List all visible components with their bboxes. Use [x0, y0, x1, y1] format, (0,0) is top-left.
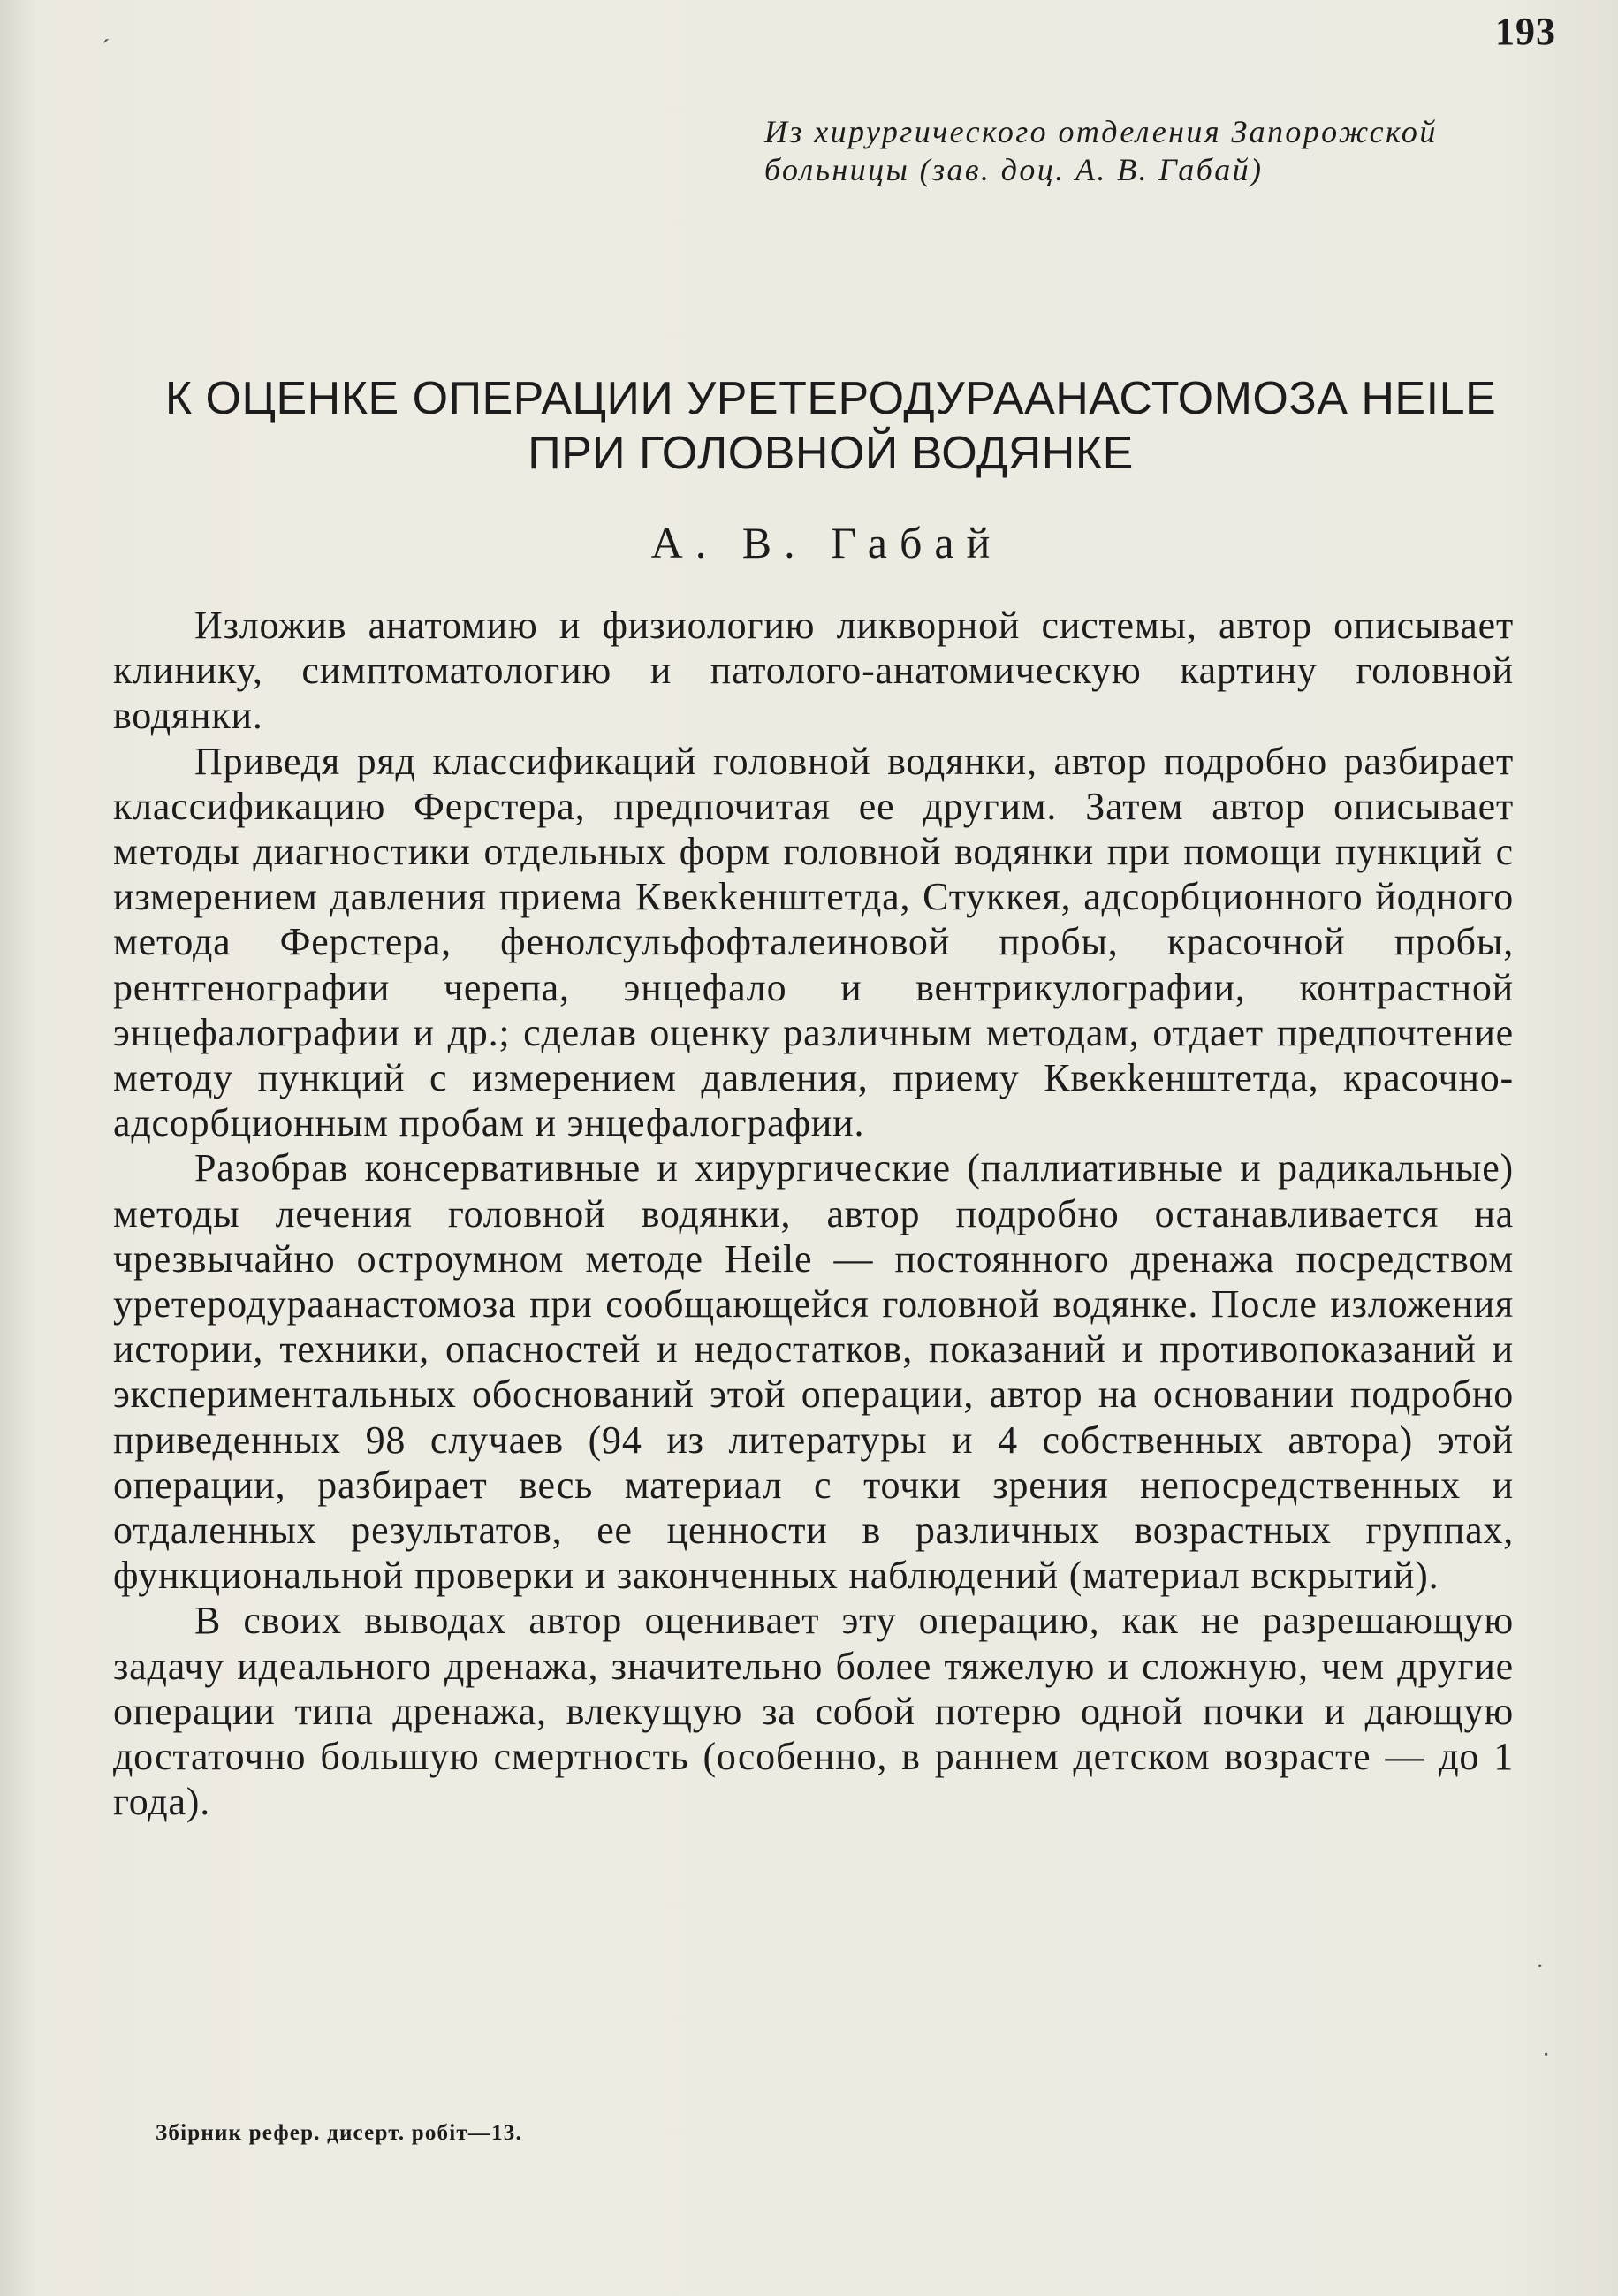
article-author: А. В. Габай: [650, 518, 1003, 567]
affiliation-note: Из хирургического отделения Запорожской больницы (зав. доц. А. В. Габай): [764, 114, 1438, 187]
title-line-2: ПРИ ГОЛОВНОЙ ВОДЯНКЕ: [528, 428, 1134, 479]
paragraph-4: В своих выводах автор оценивает эту операцию, как не разрешающую задачу идеального дренажа, значительно более тяжелую и сложную, чем другие операции типа дренажа, влекущую за собой потерю одной почки и дающую достаточно большую смертность (особенно, в раннем детском возрасте — до 1 года).: [113, 1599, 1514, 1824]
title-line-1: К ОЦЕНКЕ ОПЕРАЦИИ УРЕТЕРОДУРААНАСТОМОЗА HEILE: [164, 373, 1497, 424]
paragraph-1: Изложив анатомию и физиологию ликворной системы, автор описывает клинику, симптоматологию и патолого-анатомическую картину головной водянки.: [113, 604, 1514, 738]
page-number: 193: [1495, 10, 1556, 53]
article-title: [106, 371, 1555, 481]
print-speck: ·: [1536, 1953, 1545, 1980]
footer-signature: Збірник рефер. дисерт. робіт—13.: [156, 2121, 522, 2145]
print-speck: ·: [1542, 2041, 1551, 2069]
paragraph-2: Приведя ряд классификаций головной водянки, автор подробно разбирает классификацию Ферстера, предпочитая ее другим. Затем автор описывает методы диагностики отдельных форм головной водянки при помощи пункций с измерением давления приема Квекkенштетда, Стуккея, адсорбционного йодного метода Ферстера, фенолсульфофталеиновой пробы, красочной пробы, рентгенографии черепа, энцефало и вентрикулографии, контрастной энцефалографии и др.; сделав оценку различным методам, отдает предпочтение методу пункций с измерением давления, приему Квекkенштетда, красочно-адсорбционным пробам и энцефалографии.: [113, 739, 1514, 1145]
paragraph-3: Разобрав консервативные и хирургические (паллиативные и радикальные) методы лечения головной водянки, автор подробно останавливается на чрезвычайно остроумном методе Heile — постоянного дренажа посредством уретеродурaанастомоза при сообщающейся головной водянке. После изложения истории, техники, опасностей и недостатков, показаний и противопоказаний и экспериментальных обоснований этой операции, автор на основании подробно приведенных 98 случаев (94 из литературы и 4 собственных автора) этой операции, разбирает весь материал с точки зрения непосредственных и отдаленных результатов, ее ценности в различных возрастных группах, функциональной проверки и законченных наблюдений (материал вскрытий).: [113, 1146, 1514, 1598]
article-body: [113, 603, 1514, 1824]
print-speck: ´: [102, 35, 110, 63]
